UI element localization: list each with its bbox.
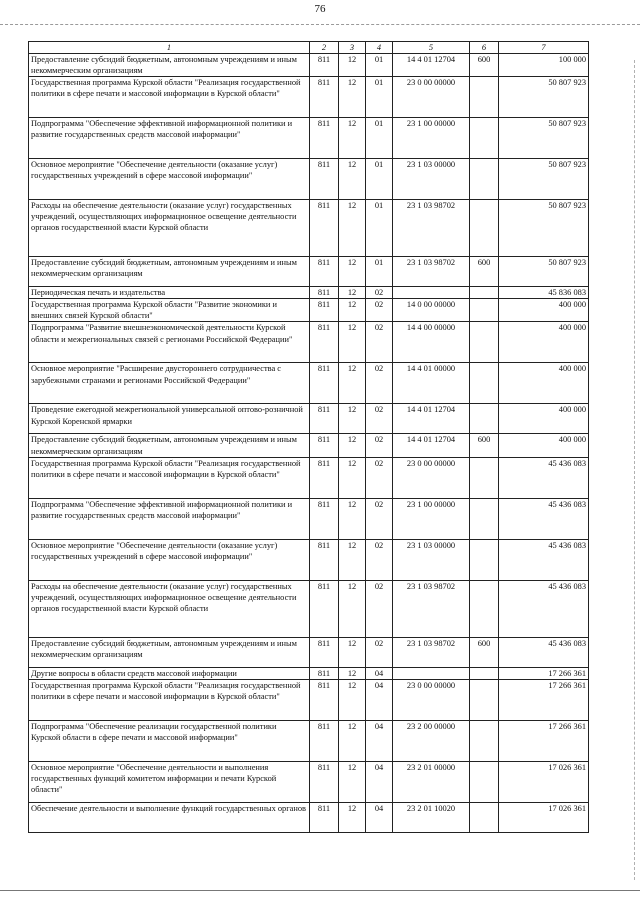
row-cell-c3: 12 — [339, 54, 366, 77]
row-description: Основное мероприятие "Обеспечение деятельности (оказание услуг) государственных учреждений в сфере массовой информации" — [29, 159, 310, 200]
row-cell-c7: 50 807 923 — [499, 200, 589, 257]
row-cell-c4: 01 — [366, 200, 393, 257]
row-cell-c6: 600 — [470, 257, 499, 287]
row-cell-c7: 45 436 083 — [499, 498, 589, 539]
row-cell-c6: 600 — [470, 54, 499, 77]
row-cell-c5: 23 1 03 98702 — [393, 580, 470, 637]
row-cell-c2: 811 — [310, 200, 339, 257]
row-cell-c7: 45 836 083 — [499, 287, 589, 299]
row-cell-c4: 04 — [366, 679, 393, 720]
row-cell-c3: 12 — [339, 200, 366, 257]
row-cell-c3: 12 — [339, 159, 366, 200]
row-cell-c4: 01 — [366, 257, 393, 287]
row-cell-c4: 02 — [366, 457, 393, 498]
row-cell-c6 — [470, 118, 499, 159]
row-cell-c7: 50 807 923 — [499, 159, 589, 200]
row-description: Государственная программа Курской области "Реализация государственной политики в сфере печати и массовой информации в Курской области" — [29, 679, 310, 720]
row-cell-c3: 12 — [339, 761, 366, 802]
row-cell-c6 — [470, 667, 499, 679]
row-cell-c6 — [470, 287, 499, 299]
row-cell-c7: 17 026 361 — [499, 802, 589, 832]
row-cell-c5: 23 0 00 00000 — [393, 77, 470, 118]
row-description: Расходы на обеспечение деятельности (оказание услуг) государственных учреждений, осуществляющих информационное освещение деятельности органов государственной власти Курской области — [29, 580, 310, 637]
row-cell-c6 — [470, 679, 499, 720]
row-cell-c4: 02 — [366, 637, 393, 667]
bottom-scan-rule — [0, 890, 640, 891]
row-description: Государственная программа Курской области "Реализация государственной политики в сфере печати и массовой информации в Курской области" — [29, 77, 310, 118]
row-cell-c7: 45 436 083 — [499, 539, 589, 580]
row-cell-c3: 12 — [339, 299, 366, 322]
row-cell-c5: 23 1 03 00000 — [393, 159, 470, 200]
table-row — [29, 77, 589, 118]
row-cell-c6: 600 — [470, 434, 499, 457]
row-description: Периодическая печать и издательства — [29, 287, 310, 299]
row-cell-c2: 811 — [310, 679, 339, 720]
column-header: 7 — [499, 42, 589, 54]
row-cell-c6 — [470, 404, 499, 434]
table-row — [29, 159, 589, 200]
row-cell-c6: 600 — [470, 637, 499, 667]
row-cell-c4: 02 — [366, 299, 393, 322]
table-header-row — [29, 42, 589, 54]
column-header: 4 — [366, 42, 393, 54]
row-cell-c5: 23 2 01 10020 — [393, 802, 470, 832]
row-cell-c3: 12 — [339, 667, 366, 679]
row-cell-c2: 811 — [310, 720, 339, 761]
row-cell-c4: 01 — [366, 54, 393, 77]
row-cell-c5: 14 4 01 12704 — [393, 404, 470, 434]
row-cell-c5: 14 4 00 00000 — [393, 322, 470, 363]
row-cell-c4: 02 — [366, 404, 393, 434]
table-row — [29, 257, 589, 287]
row-cell-c6 — [470, 363, 499, 404]
table-row — [29, 200, 589, 257]
row-cell-c5: 23 0 00 00000 — [393, 457, 470, 498]
row-description: Подпрограмма "Обеспечение эффективной информационной политики и развитие государственных средств массовой информации" — [29, 498, 310, 539]
budget-table — [28, 41, 589, 833]
row-cell-c7: 400 000 — [499, 404, 589, 434]
row-cell-c3: 12 — [339, 457, 366, 498]
row-description: Предоставление субсидий бюджетным, автономным учреждениям и иным некоммерческим организациям — [29, 257, 310, 287]
table-row — [29, 720, 589, 761]
row-cell-c6 — [470, 498, 499, 539]
column-header: 5 — [393, 42, 470, 54]
row-cell-c2: 811 — [310, 257, 339, 287]
row-cell-c6 — [470, 761, 499, 802]
row-cell-c3: 12 — [339, 802, 366, 832]
row-description: Предоставление субсидий бюджетным, автономным учреждениям и иным некоммерческим организациям — [29, 637, 310, 667]
table-row — [29, 802, 589, 832]
row-cell-c4: 04 — [366, 802, 393, 832]
row-description: Расходы на обеспечение деятельности (оказание услуг) государственных учреждений, осуществляющих информационное освещение деятельности органов государственной власти Курской области — [29, 200, 310, 257]
row-cell-c7: 17 266 361 — [499, 679, 589, 720]
row-cell-c6 — [470, 720, 499, 761]
row-description: Обеспечение деятельности и выполнение функций государственных органов — [29, 802, 310, 832]
row-cell-c2: 811 — [310, 457, 339, 498]
row-cell-c4: 04 — [366, 720, 393, 761]
row-cell-c5 — [393, 667, 470, 679]
row-cell-c7: 400 000 — [499, 434, 589, 457]
row-cell-c7: 45 436 083 — [499, 580, 589, 637]
row-cell-c5: 23 1 00 00000 — [393, 118, 470, 159]
row-cell-c3: 12 — [339, 580, 366, 637]
row-cell-c3: 12 — [339, 637, 366, 667]
row-cell-c2: 811 — [310, 159, 339, 200]
row-cell-c3: 12 — [339, 287, 366, 299]
row-cell-c2: 811 — [310, 363, 339, 404]
row-description: Предоставление субсидий бюджетным, автономным учреждениям и иным некоммерческим организациям — [29, 54, 310, 77]
column-header: 6 — [470, 42, 499, 54]
table-row — [29, 637, 589, 667]
row-description: Основное мероприятие "Обеспечение деятельности (оказание услуг) государственных учреждений в сфере массовой информации" — [29, 539, 310, 580]
row-cell-c6 — [470, 322, 499, 363]
row-cell-c4: 04 — [366, 761, 393, 802]
row-cell-c5: 23 1 00 00000 — [393, 498, 470, 539]
table-row — [29, 580, 589, 637]
row-cell-c3: 12 — [339, 322, 366, 363]
right-scan-edge — [634, 60, 635, 880]
row-description: Основное мероприятие "Обеспечение деятельности и выполнения государственных функций комитетом информации и печати Курской области" — [29, 761, 310, 802]
row-description: Проведение ежегодной межрегиональной универсальной оптово-розничной Курской Коренской ярмарки — [29, 404, 310, 434]
row-description: Другие вопросы в области средств массовой информации — [29, 667, 310, 679]
row-cell-c4: 01 — [366, 77, 393, 118]
table-row — [29, 457, 589, 498]
row-cell-c6 — [470, 77, 499, 118]
row-cell-c4: 02 — [366, 434, 393, 457]
row-cell-c2: 811 — [310, 299, 339, 322]
row-cell-c3: 12 — [339, 434, 366, 457]
table-row — [29, 322, 589, 363]
table-row — [29, 761, 589, 802]
row-cell-c5: 14 4 01 12704 — [393, 54, 470, 77]
row-description: Государственная программа Курской области "Развитие экономики и внешних связей Курской области" — [29, 299, 310, 322]
row-cell-c4: 02 — [366, 363, 393, 404]
row-cell-c6 — [470, 159, 499, 200]
table-row — [29, 539, 589, 580]
row-cell-c5: 23 2 01 00000 — [393, 761, 470, 802]
top-scan-rule — [0, 24, 640, 25]
row-cell-c2: 811 — [310, 77, 339, 118]
row-cell-c3: 12 — [339, 498, 366, 539]
row-cell-c7: 45 436 083 — [499, 637, 589, 667]
row-cell-c7: 400 000 — [499, 299, 589, 322]
column-header: 2 — [310, 42, 339, 54]
row-cell-c5: 14 4 01 12704 — [393, 434, 470, 457]
row-cell-c2: 811 — [310, 404, 339, 434]
row-cell-c7: 17 026 361 — [499, 761, 589, 802]
row-cell-c6 — [470, 539, 499, 580]
row-cell-c7: 50 807 923 — [499, 77, 589, 118]
row-description: Подпрограмма "Обеспечение реализации государственной политики Курской области в сфере печати и массовой информации" — [29, 720, 310, 761]
row-cell-c2: 811 — [310, 498, 339, 539]
row-cell-c7: 17 266 361 — [499, 720, 589, 761]
row-cell-c3: 12 — [339, 77, 366, 118]
row-description: Подпрограмма "Развитие внешнеэкономической деятельности Курской области и межрегиональных связей с регионами Российской Федерации" — [29, 322, 310, 363]
row-cell-c4: 04 — [366, 667, 393, 679]
row-description: Предоставление субсидий бюджетным, автономным учреждениям и иным некоммерческим организациям — [29, 434, 310, 457]
row-cell-c2: 811 — [310, 580, 339, 637]
row-cell-c3: 12 — [339, 720, 366, 761]
row-cell-c7: 50 807 923 — [499, 118, 589, 159]
row-cell-c5: 23 2 00 00000 — [393, 720, 470, 761]
row-cell-c4: 01 — [366, 118, 393, 159]
row-cell-c2: 811 — [310, 539, 339, 580]
row-cell-c2: 811 — [310, 322, 339, 363]
row-cell-c5: 23 1 03 00000 — [393, 539, 470, 580]
row-cell-c3: 12 — [339, 404, 366, 434]
row-cell-c7: 17 266 361 — [499, 667, 589, 679]
row-cell-c2: 811 — [310, 637, 339, 667]
row-cell-c5: 23 1 03 98702 — [393, 257, 470, 287]
row-cell-c5: 14 4 01 00000 — [393, 363, 470, 404]
row-cell-c3: 12 — [339, 257, 366, 287]
row-cell-c3: 12 — [339, 679, 366, 720]
row-cell-c3: 12 — [339, 363, 366, 404]
page-number: 76 — [314, 3, 326, 15]
row-cell-c6 — [470, 457, 499, 498]
row-cell-c4: 01 — [366, 159, 393, 200]
row-cell-c4: 02 — [366, 580, 393, 637]
table-row — [29, 363, 589, 404]
row-cell-c2: 811 — [310, 434, 339, 457]
row-cell-c7: 100 000 — [499, 54, 589, 77]
table-row — [29, 54, 589, 77]
row-cell-c2: 811 — [310, 667, 339, 679]
row-cell-c5: 14 0 00 00000 — [393, 299, 470, 322]
row-cell-c7: 400 000 — [499, 363, 589, 404]
row-cell-c5: 23 0 00 00000 — [393, 679, 470, 720]
table-row — [29, 287, 589, 299]
row-cell-c4: 02 — [366, 539, 393, 580]
table-row — [29, 679, 589, 720]
row-description: Основное мероприятие "Расширение двустороннего сотрудничества с зарубежными странами и регионами Российской Федерации" — [29, 363, 310, 404]
row-cell-c2: 811 — [310, 287, 339, 299]
row-description: Подпрограмма "Обеспечение эффективной информационной политики и развитие государственных средств массовой информации" — [29, 118, 310, 159]
row-cell-c3: 12 — [339, 118, 366, 159]
row-cell-c4: 02 — [366, 287, 393, 299]
table-row — [29, 118, 589, 159]
row-cell-c4: 02 — [366, 322, 393, 363]
row-cell-c7: 50 807 923 — [499, 257, 589, 287]
row-cell-c7: 400 000 — [499, 322, 589, 363]
table-row — [29, 299, 589, 322]
row-cell-c6 — [470, 802, 499, 832]
row-cell-c3: 12 — [339, 539, 366, 580]
table-row — [29, 434, 589, 457]
column-header: 1 — [29, 42, 310, 54]
row-cell-c2: 811 — [310, 802, 339, 832]
row-cell-c5 — [393, 287, 470, 299]
row-cell-c2: 811 — [310, 118, 339, 159]
row-cell-c7: 45 436 083 — [499, 457, 589, 498]
row-cell-c6 — [470, 299, 499, 322]
column-header: 3 — [339, 42, 366, 54]
row-cell-c5: 23 1 03 98702 — [393, 637, 470, 667]
row-cell-c6 — [470, 200, 499, 257]
row-description: Государственная программа Курской области "Реализация государственной политики в сфере печати и массовой информации в Курской области" — [29, 457, 310, 498]
table-row — [29, 667, 589, 679]
row-cell-c4: 02 — [366, 498, 393, 539]
row-cell-c2: 811 — [310, 54, 339, 77]
row-cell-c2: 811 — [310, 761, 339, 802]
row-cell-c5: 23 1 03 98702 — [393, 200, 470, 257]
table-row — [29, 498, 589, 539]
row-cell-c6 — [470, 580, 499, 637]
table-row — [29, 404, 589, 434]
